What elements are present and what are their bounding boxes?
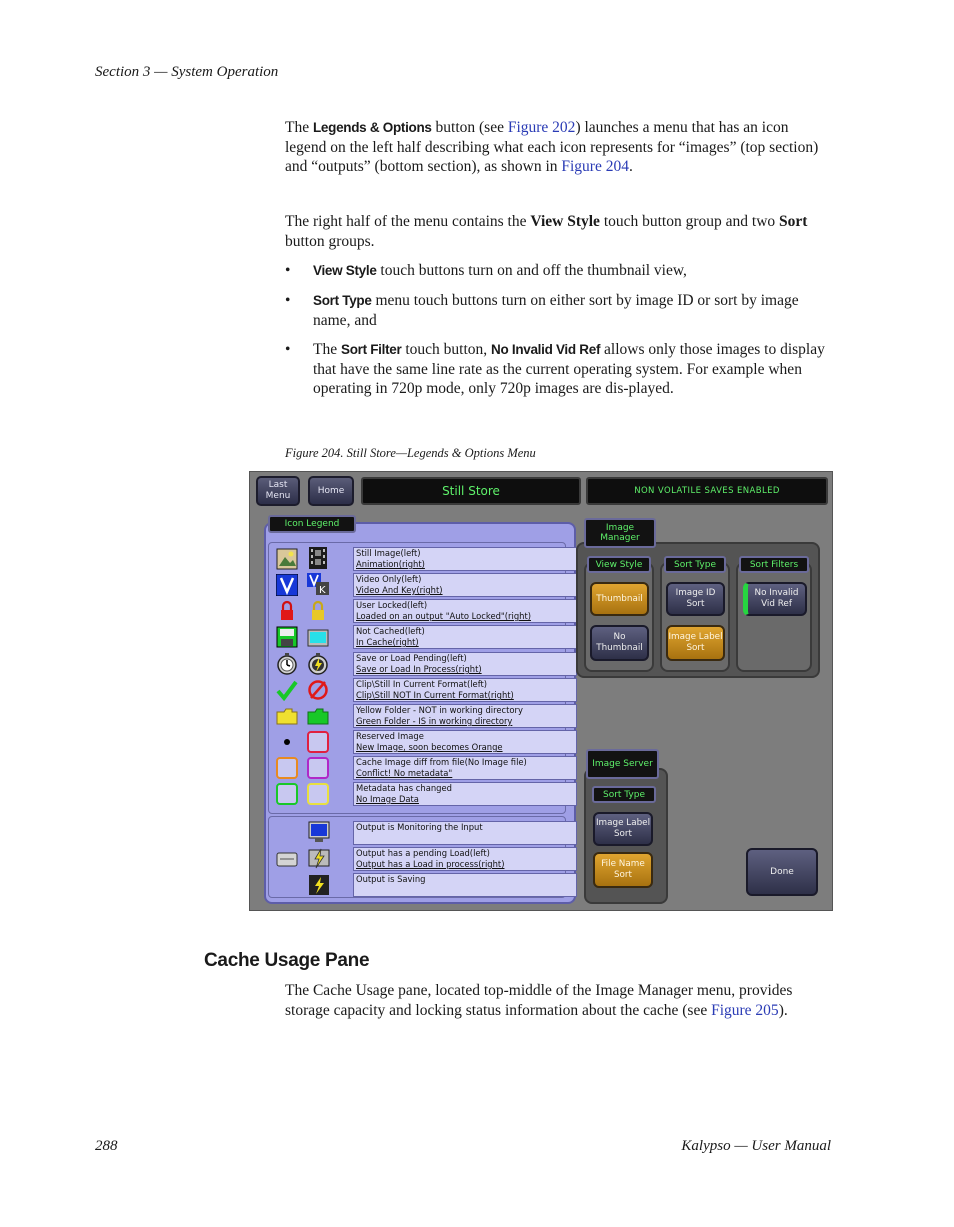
- image-manager-tag: Image Manager: [584, 518, 656, 548]
- in-cache-icon: [307, 627, 329, 649]
- legend-row: Metadata has changed No Image Data: [353, 782, 577, 806]
- sort-type-tag: Sort Type: [664, 556, 726, 573]
- server-image-label-sort-button[interactable]: Image Label Sort: [593, 812, 653, 846]
- link-figure-204[interactable]: Figure 204: [561, 158, 629, 176]
- menu-title: Still Store: [361, 477, 581, 505]
- user-locked-icon: [276, 600, 298, 622]
- legend-row: Still Image(left) Animation(right): [353, 547, 577, 571]
- status-bar: NON VOLATILE SAVES ENABLED: [586, 477, 828, 505]
- paragraph-legends-options: The Legends & Options button (see Figure 202) launches a menu that has an icon legend on the left half describing what each icon represents for “images” (top section) and “outputs” (bottom section), as shown in Figure 204.: [285, 119, 819, 176]
- bullet-sort-filter: • The Sort Filter touch button, No Invalid Vid Ref allows only those images to display that have the same line rate as the current operating system. For example when operating in 720p mode, only 720p images are dis-played.: [285, 341, 825, 398]
- animation-icon: [307, 547, 329, 569]
- legend-row: Output is Monitoring the Input: [353, 821, 577, 845]
- figure-caption: Figure 204. Still Store—Legends & Options Menu: [285, 446, 536, 460]
- image-label-sort-button[interactable]: Image Label Sort: [666, 625, 725, 661]
- view-style-tag: View Style: [587, 556, 651, 573]
- metadata-changed-icon: [276, 783, 298, 805]
- last-menu-button[interactable]: Last Menu: [256, 476, 300, 506]
- bullet-view-style: • View Style touch buttons turn on and off the thumbnail view,: [285, 262, 687, 279]
- monitor-icon: [308, 821, 330, 843]
- running-footer: Kalypso — User Manual: [681, 1138, 831, 1154]
- sort-filters-tag: Sort Filters: [739, 556, 809, 573]
- legend-row: Video Only(left) Video And Key(right): [353, 573, 577, 597]
- paragraph-right-half: The right half of the menu contains the View Style touch button group and two Sort button groups.: [285, 213, 808, 250]
- no-invalid-vid-ref-button[interactable]: No Invalid Vid Ref: [743, 582, 807, 616]
- legend-row: Save or Load Pending(left) Save or Load In Process(right): [353, 652, 577, 676]
- video-and-key-icon: [307, 573, 329, 595]
- legend-row: Reserved Image New Image, soon becomes Orange: [353, 730, 577, 754]
- sort-filters-group: [736, 562, 812, 672]
- still-image-icon: [276, 548, 298, 570]
- view-style-term: View Style: [530, 213, 600, 230]
- image-legend-section: [268, 542, 566, 814]
- sort-term: Sort: [779, 213, 808, 230]
- link-figure-205[interactable]: Figure 205: [711, 1001, 779, 1019]
- no-image-data-icon: [307, 783, 329, 805]
- no-thumbnail-button[interactable]: No Thumbnail: [590, 625, 649, 661]
- legends-options-label: Legends & Options: [312, 120, 432, 135]
- new-image-icon: [307, 731, 329, 753]
- legend-row: Output is Saving: [353, 873, 577, 897]
- conflict-no-metadata-icon: [307, 757, 329, 779]
- not-current-format-icon: [307, 679, 329, 701]
- cache-image-diff-icon: [276, 757, 298, 779]
- bullet-dot: •: [285, 292, 291, 309]
- yellow-folder-icon: [276, 705, 298, 727]
- video-only-icon: [276, 574, 298, 596]
- save-load-pending-icon: [276, 653, 298, 675]
- bullet-sort-type: • Sort Type menu touch buttons turn on either sort by image ID or sort by image name, and: [285, 292, 799, 329]
- checkmark-icon: [276, 679, 298, 701]
- legend-row: Clip\Still In Current Format(left) Clip\Still NOT In Current Format(right): [353, 678, 577, 702]
- output-legend-section: [268, 816, 566, 898]
- link-figure-202[interactable]: Figure 202: [507, 119, 576, 136]
- legend-row: Not Cached(left) In Cache(right): [353, 625, 577, 649]
- still-store-legends-options-screenshot: [249, 471, 833, 911]
- svg-text:K: K: [319, 585, 326, 595]
- legend-row: Cache Image diff from file(No Image file) Conflict! No metadata": [353, 756, 577, 780]
- reserved-image-icon: [276, 731, 298, 753]
- thumbnail-button[interactable]: Thumbnail: [590, 582, 649, 616]
- legend-row: User Locked(left) Loaded on an output "Auto Locked"(right): [353, 599, 577, 623]
- home-button[interactable]: Home: [308, 476, 354, 506]
- output-saving-icon: [308, 874, 330, 896]
- output-pending-icon: [276, 848, 298, 870]
- icon-legend-tag: Icon Legend: [268, 515, 356, 533]
- legend-row: Yellow Folder - NOT in working directory Green Folder - IS in working directory: [353, 704, 577, 728]
- section-heading: Cache Usage Pane: [204, 950, 370, 971]
- server-sort-type-tag: Sort Type: [592, 786, 656, 803]
- paragraph-cache-usage: The Cache Usage pane, located top-middle of the Image Manager menu, provides storage capacity and locking status information about the cache (see Figure 205).: [285, 982, 793, 1019]
- running-header: Section 3 — System Operation: [95, 64, 279, 80]
- green-folder-icon: [307, 705, 329, 727]
- legend-row: Output has a pending Load(left) Output has a Load in process(right): [353, 847, 577, 871]
- bullet-dot: •: [285, 341, 291, 358]
- bullet-dot: •: [285, 262, 291, 279]
- save-load-in-process-icon: [307, 653, 329, 675]
- file-name-sort-button[interactable]: File Name Sort: [593, 852, 653, 888]
- done-button[interactable]: Done: [746, 848, 818, 896]
- not-cached-icon: [276, 626, 298, 648]
- page-number: 288: [95, 1138, 118, 1154]
- image-id-sort-button[interactable]: Image ID Sort: [666, 582, 725, 616]
- image-server-tag: Image Server: [586, 749, 659, 779]
- output-load-in-process-icon: [308, 847, 330, 869]
- auto-locked-icon: [307, 600, 329, 622]
